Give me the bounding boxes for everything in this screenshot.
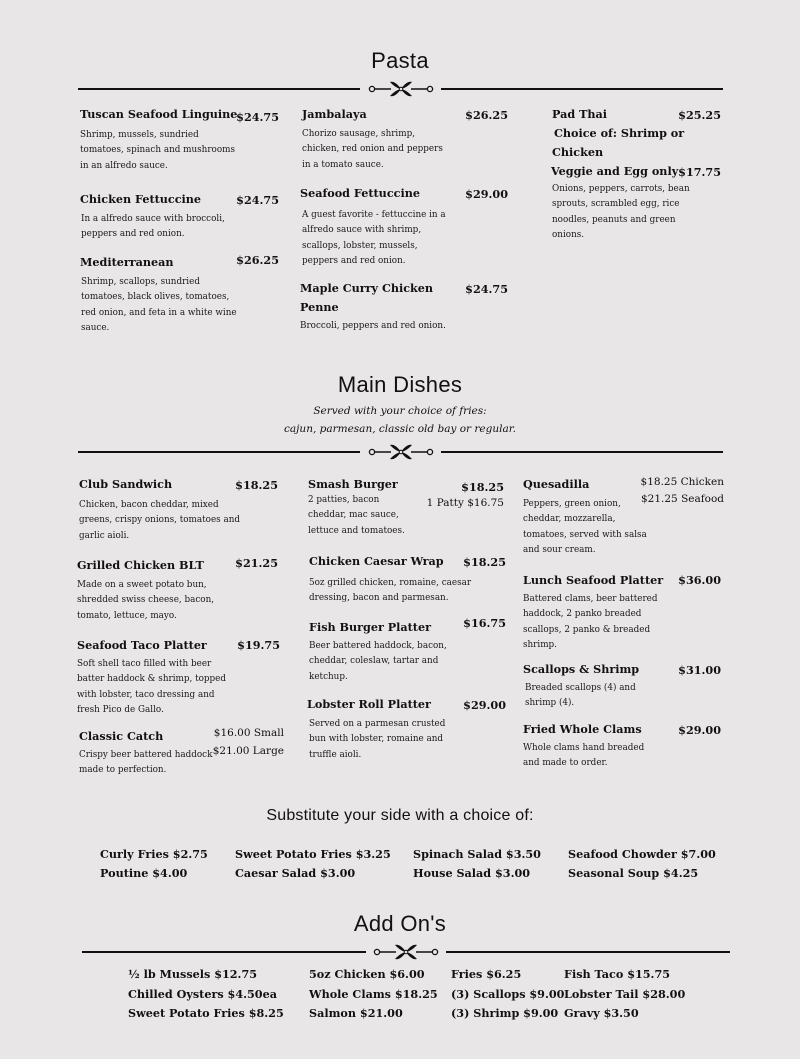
item-price: $26.25 — [236, 253, 279, 267]
item-price: $17.75 — [678, 165, 721, 179]
addons-divider — [82, 942, 730, 962]
item-name: Chicken Fettuccine — [80, 192, 202, 206]
item-name: Classic Catch — [79, 729, 164, 743]
item-name: Lobster Roll Platter — [307, 697, 431, 711]
main-subtitle-1: Served with your choice of fries: — [313, 405, 487, 417]
item-name: Grilled Chicken BLT — [77, 558, 204, 572]
addon-item: ½ lb Mussels $12.75 — [128, 967, 258, 981]
addon-item: (3) Scallops $9.00 — [451, 987, 565, 1001]
item-desc: Chorizo sausage, shrimp, chicken, red onion and peppers in a tomato sauce. — [302, 129, 443, 170]
side-item: Poutine $4.00 — [100, 866, 188, 880]
main-divider — [78, 442, 723, 462]
item-desc: Shrimp, scallops, sundried tomatoes, black olives, tomatoes, red onion, and feta in a white wine sauce. — [81, 277, 237, 333]
side-item: House Salad $3.00 — [413, 866, 531, 880]
item-price: $18.25 Chicken — [640, 476, 724, 488]
addon-item: Salmon $21.00 — [309, 1006, 403, 1020]
item-desc: Shrimp, mussels, sundried tomatoes, spinach and mushrooms in an alfredo sauce. — [80, 130, 235, 171]
side-item: Curly Fries $2.75 — [100, 847, 208, 861]
item-price: $31.00 — [678, 663, 721, 677]
item-name: Lunch Seafood Platter — [523, 573, 664, 587]
item-price: $18.25 — [235, 478, 278, 492]
item-price: $16.75 — [463, 616, 506, 630]
item-price: $29.00 — [678, 723, 721, 737]
addons-title: Add On's — [353, 911, 447, 936]
item-desc: Broccoli, peppers and red onion. — [300, 321, 446, 331]
item-desc: 2 patties, bacon cheddar, mac sauce, lettuce and tomatoes. — [308, 495, 405, 536]
item-name: Pad Thai — [552, 107, 608, 121]
item-name: Smash Burger — [308, 477, 398, 491]
item-price-alt: $21.00 Large — [212, 745, 284, 757]
item-price: $24.75 — [465, 282, 508, 296]
item-name: Quesadilla — [523, 477, 590, 491]
item-desc: Peppers, green onion, cheddar, mozzarella, tomatoes, served with salsa and sour cream. — [523, 499, 647, 555]
sides-title: Substitute your side with a choice of: — [266, 807, 534, 824]
ornament-icon — [370, 942, 442, 962]
item-desc: Onions, peppers, carrots, bean sprouts, scrambled egg, rice noodles, peanuts and green onions. — [552, 184, 690, 240]
item-price: $24.75 — [236, 193, 279, 207]
addon-item: 5oz Chicken $6.00 — [309, 967, 425, 981]
item-desc: Beer battered haddock, bacon, cheddar, coleslaw, tartar and ketchup. — [309, 641, 447, 682]
item-desc: Whole clams hand breaded and made to order. — [523, 743, 645, 769]
addon-item: Gravy $3.50 — [564, 1006, 639, 1020]
side-item: Seafood Chowder $7.00 — [568, 847, 716, 861]
item-desc: Battered clams, beer battered haddock, 2 panko breaded scallops, 2 panko & breaded shrimp. — [523, 594, 658, 650]
item-desc: Served on a parmesan crusted bun with lobster, romaine and truffle aioli. — [309, 719, 446, 760]
item-desc: Made on a sweet potato bun, shredded swiss cheese, bacon, tomato, lettuce, mayo. — [77, 580, 215, 621]
ornament-icon — [365, 79, 437, 99]
item-desc: A guest favorite - fettuccine in a alfredo sauce with shrimp, scallops, lobster, mussels, peppers and red onion. — [302, 210, 446, 266]
item-price-alt: 1 Patty $16.75 — [426, 497, 504, 509]
item-option: Veggie and Egg only — [551, 164, 679, 178]
addon-item: Lobster Tail $28.00 — [564, 987, 686, 1001]
item-price: $25.25 — [678, 108, 721, 122]
addon-item: Sweet Potato Fries $8.25 — [128, 1006, 284, 1020]
addon-item: Whole Clams $18.25 — [309, 987, 438, 1001]
item-price: $21.25 — [235, 556, 278, 570]
item-price-alt: $21.25 Seafood — [641, 493, 724, 505]
item-price: $24.75 — [236, 110, 279, 124]
item-name: Seafood Taco Platter — [77, 638, 207, 652]
item-name: Mediterranean — [80, 255, 174, 269]
side-item: Seasonal Soup $4.25 — [568, 866, 699, 880]
item-desc: 5oz grilled chicken, romaine, caesar dressing, bacon and parmesan. — [309, 578, 472, 604]
item-price: $26.25 — [465, 108, 508, 122]
item-price: $16.00 Small — [213, 727, 284, 739]
addon-item: Fries $6.25 — [451, 967, 522, 981]
addon-item: Fish Taco $15.75 — [564, 967, 671, 981]
ornament-icon — [365, 442, 437, 462]
main-subtitle-2: cajun, parmesan, classic old bay or regular. — [284, 423, 516, 435]
item-name: Jambalaya — [302, 107, 367, 121]
item-name: Chicken Caesar Wrap — [309, 554, 444, 568]
item-desc: Soft shell taco filled with beer batter haddock & shrimp, topped with lobster, taco dressing and fresh Pico de Gallo. — [77, 659, 226, 715]
side-item: Sweet Potato Fries $3.25 — [235, 847, 391, 861]
item-desc: Crispy beer battered haddock made to perfection. — [79, 750, 213, 776]
item-name: Scallops & Shrimp — [523, 662, 640, 676]
item-price: $36.00 — [678, 573, 721, 587]
item-price: $29.00 — [465, 187, 508, 201]
item-price: $18.25 — [461, 480, 504, 494]
item-choice: Choice of: Shrimp or Chicken — [552, 126, 685, 159]
item-price: $19.75 — [237, 638, 280, 652]
addon-item: (3) Shrimp $9.00 — [451, 1006, 559, 1020]
pasta-divider — [78, 79, 723, 99]
item-price: $29.00 — [463, 698, 506, 712]
item-name: Fish Burger Platter — [309, 620, 431, 634]
pasta-title: Pasta — [371, 48, 429, 73]
item-name: Seafood Fettuccine — [300, 186, 420, 200]
item-name: Fried Whole Clams — [523, 722, 642, 736]
item-name: Maple Curry Chicken Penne — [300, 281, 434, 314]
addon-item: Chilled Oysters $4.50ea — [128, 987, 277, 1001]
main-title: Main Dishes — [337, 372, 463, 397]
side-item: Spinach Salad $3.50 — [413, 847, 541, 861]
item-desc: In a alfredo sauce with broccoli, peppers and red onion. — [81, 214, 225, 240]
side-item: Caesar Salad $3.00 — [235, 866, 356, 880]
item-price: $18.25 — [463, 555, 506, 569]
item-name: Club Sandwich — [79, 477, 173, 491]
item-desc: Breaded scallops (4) and shrimp (4). — [525, 683, 636, 709]
item-name: Tuscan Seafood Linguine — [80, 107, 238, 121]
item-desc: Chicken, bacon cheddar, mixed greens, crispy onions, tomatoes and garlic aioli. — [79, 500, 241, 541]
